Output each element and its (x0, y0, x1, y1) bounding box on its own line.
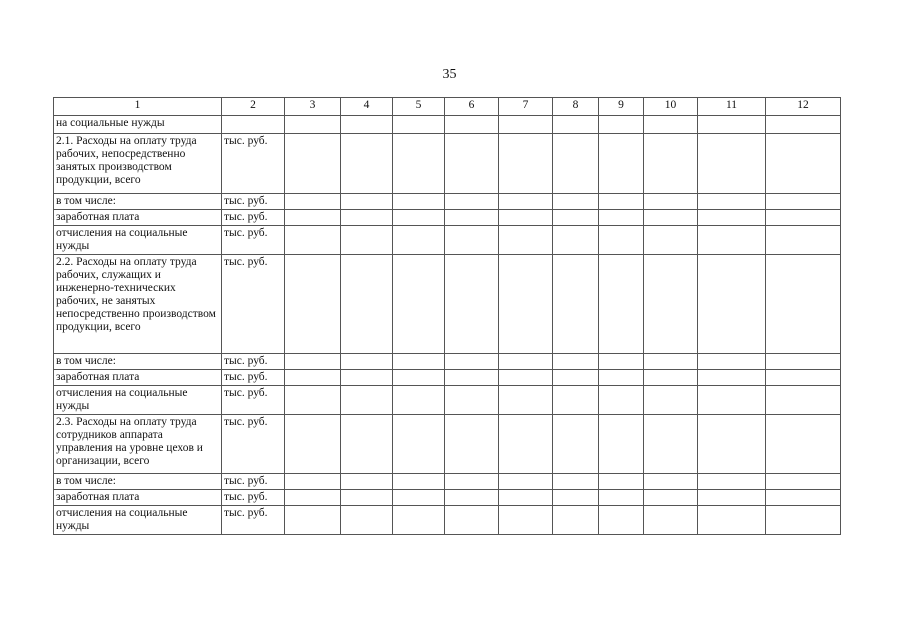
row-label: в том числе: (54, 194, 222, 210)
empty-cell (553, 226, 599, 255)
table-row (54, 134, 841, 194)
empty-cell (285, 226, 341, 255)
empty-cell (285, 490, 341, 506)
empty-cell (644, 194, 698, 210)
table-row (54, 386, 841, 415)
column-header: 4 (341, 98, 393, 116)
empty-cell (698, 474, 766, 490)
empty-cell (599, 194, 644, 210)
row-unit: тыс. руб. (222, 226, 285, 255)
row-unit: тыс. руб. (222, 386, 285, 415)
empty-cell (393, 134, 445, 194)
table-row (54, 506, 841, 535)
empty-cell (553, 194, 599, 210)
empty-cell (644, 255, 698, 354)
empty-cell (553, 386, 599, 415)
empty-cell (644, 354, 698, 370)
row-label: заработная плата (54, 490, 222, 506)
table-row (54, 226, 841, 255)
column-header: 2 (222, 98, 285, 116)
empty-cell (499, 386, 553, 415)
empty-cell (341, 474, 393, 490)
empty-cell (393, 386, 445, 415)
column-header: 11 (698, 98, 766, 116)
empty-cell (445, 134, 499, 194)
section-title: на социальные нужды (54, 116, 222, 134)
empty-cell (698, 386, 766, 415)
empty-cell (445, 354, 499, 370)
empty-cell (553, 255, 599, 354)
empty-cell (553, 474, 599, 490)
empty-cell (285, 116, 341, 134)
empty-cell (222, 116, 285, 134)
column-header: 10 (644, 98, 698, 116)
empty-cell (499, 354, 553, 370)
empty-cell (445, 386, 499, 415)
empty-cell (698, 255, 766, 354)
empty-cell (599, 255, 644, 354)
column-number-row (54, 98, 841, 116)
empty-cell (393, 354, 445, 370)
empty-cell (341, 354, 393, 370)
empty-cell (599, 490, 644, 506)
empty-cell (599, 506, 644, 535)
empty-cell (766, 370, 841, 386)
empty-cell (698, 506, 766, 535)
row-unit: тыс. руб. (222, 194, 285, 210)
column-header: 7 (499, 98, 553, 116)
empty-cell (553, 354, 599, 370)
empty-cell (553, 210, 599, 226)
empty-cell (445, 194, 499, 210)
empty-cell (644, 370, 698, 386)
empty-cell (341, 386, 393, 415)
empty-cell (644, 474, 698, 490)
row-label: отчисления на социальные нужды (54, 386, 222, 415)
empty-cell (341, 116, 393, 134)
empty-cell (698, 116, 766, 134)
empty-cell (766, 354, 841, 370)
empty-cell (445, 255, 499, 354)
empty-cell (341, 415, 393, 474)
empty-cell (599, 370, 644, 386)
column-header: 12 (766, 98, 841, 116)
empty-cell (393, 116, 445, 134)
empty-cell (766, 506, 841, 535)
empty-cell (341, 370, 393, 386)
row-label: в том числе: (54, 474, 222, 490)
empty-cell (599, 415, 644, 474)
empty-cell (553, 134, 599, 194)
row-label: заработная плата (54, 370, 222, 386)
empty-cell (553, 116, 599, 134)
row-unit: тыс. руб. (222, 490, 285, 506)
empty-cell (766, 415, 841, 474)
empty-cell (445, 370, 499, 386)
empty-cell (499, 370, 553, 386)
empty-cell (445, 474, 499, 490)
empty-cell (644, 415, 698, 474)
row-unit: тыс. руб. (222, 134, 285, 194)
empty-cell (393, 474, 445, 490)
empty-cell (698, 194, 766, 210)
empty-cell (285, 134, 341, 194)
empty-cell (341, 134, 393, 194)
empty-cell (766, 210, 841, 226)
empty-cell (393, 370, 445, 386)
empty-cell (445, 210, 499, 226)
empty-cell (499, 194, 553, 210)
empty-cell (393, 194, 445, 210)
empty-cell (553, 506, 599, 535)
empty-cell (445, 415, 499, 474)
section-row (54, 116, 841, 134)
table-row (54, 255, 841, 354)
row-label: отчисления на социальные нужды (54, 506, 222, 535)
empty-cell (698, 210, 766, 226)
empty-cell (285, 194, 341, 210)
empty-cell (285, 506, 341, 535)
empty-cell (644, 134, 698, 194)
empty-cell (393, 415, 445, 474)
table-row (54, 210, 841, 226)
empty-cell (341, 490, 393, 506)
empty-cell (698, 415, 766, 474)
empty-cell (341, 255, 393, 354)
empty-cell (285, 474, 341, 490)
empty-cell (599, 134, 644, 194)
empty-cell (599, 386, 644, 415)
empty-cell (499, 474, 553, 490)
empty-cell (499, 210, 553, 226)
empty-cell (445, 506, 499, 535)
empty-cell (599, 210, 644, 226)
empty-cell (698, 354, 766, 370)
empty-cell (766, 255, 841, 354)
empty-cell (599, 474, 644, 490)
empty-cell (285, 370, 341, 386)
empty-cell (553, 415, 599, 474)
empty-cell (445, 226, 499, 255)
empty-cell (766, 134, 841, 194)
empty-cell (341, 506, 393, 535)
empty-cell (766, 226, 841, 255)
empty-cell (341, 210, 393, 226)
empty-cell (766, 490, 841, 506)
empty-cell (599, 116, 644, 134)
empty-cell (698, 370, 766, 386)
empty-cell (766, 194, 841, 210)
table-row (54, 354, 841, 370)
table-row (54, 474, 841, 490)
empty-cell (499, 116, 553, 134)
row-unit: тыс. руб. (222, 354, 285, 370)
empty-cell (285, 210, 341, 226)
empty-cell (499, 415, 553, 474)
empty-cell (499, 255, 553, 354)
row-label: отчисления на социальные нужды (54, 226, 222, 255)
empty-cell (599, 354, 644, 370)
row-unit: тыс. руб. (222, 506, 285, 535)
page-number: 35 (442, 67, 457, 82)
empty-cell (393, 255, 445, 354)
empty-cell (499, 506, 553, 535)
empty-cell (445, 116, 499, 134)
table-row (54, 490, 841, 506)
table-row (54, 415, 841, 474)
empty-cell (698, 490, 766, 506)
empty-cell (644, 490, 698, 506)
empty-cell (499, 226, 553, 255)
column-header: 1 (54, 98, 222, 116)
empty-cell (285, 255, 341, 354)
empty-cell (553, 490, 599, 506)
column-header: 6 (445, 98, 499, 116)
row-label: 2.1. Расходы на оплату труда рабочих, непосредственно занятых производством продукции, всего (54, 134, 222, 194)
empty-cell (698, 134, 766, 194)
empty-cell (285, 386, 341, 415)
column-header: 8 (553, 98, 599, 116)
row-label: 2.3. Расходы на оплату труда сотрудников аппарата управления на уровне цехов и организации, всего (54, 415, 222, 474)
empty-cell (644, 116, 698, 134)
row-label: заработная плата (54, 210, 222, 226)
empty-cell (445, 490, 499, 506)
table-row (54, 370, 841, 386)
empty-cell (393, 226, 445, 255)
column-header: 5 (393, 98, 445, 116)
empty-cell (644, 506, 698, 535)
empty-cell (644, 226, 698, 255)
empty-cell (285, 354, 341, 370)
empty-cell (341, 194, 393, 210)
empty-cell (393, 210, 445, 226)
table-row (54, 194, 841, 210)
empty-cell (698, 226, 766, 255)
empty-cell (499, 490, 553, 506)
empty-cell (644, 210, 698, 226)
empty-cell (766, 386, 841, 415)
empty-cell (499, 134, 553, 194)
cost-table (53, 97, 841, 535)
empty-cell (341, 226, 393, 255)
row-unit: тыс. руб. (222, 210, 285, 226)
row-label: в том числе: (54, 354, 222, 370)
row-unit: тыс. руб. (222, 415, 285, 474)
empty-cell (766, 474, 841, 490)
empty-cell (393, 506, 445, 535)
column-header: 3 (285, 98, 341, 116)
row-label: 2.2. Расходы на оплату труда рабочих, служащих и инженерно-технических рабочих, не занятых непосредственно производством продукции, всего (54, 255, 222, 354)
empty-cell (285, 415, 341, 474)
empty-cell (553, 370, 599, 386)
row-unit: тыс. руб. (222, 370, 285, 386)
column-header: 9 (599, 98, 644, 116)
empty-cell (599, 226, 644, 255)
empty-cell (393, 490, 445, 506)
row-unit: тыс. руб. (222, 255, 285, 354)
empty-cell (644, 386, 698, 415)
row-unit: тыс. руб. (222, 474, 285, 490)
empty-cell (766, 116, 841, 134)
